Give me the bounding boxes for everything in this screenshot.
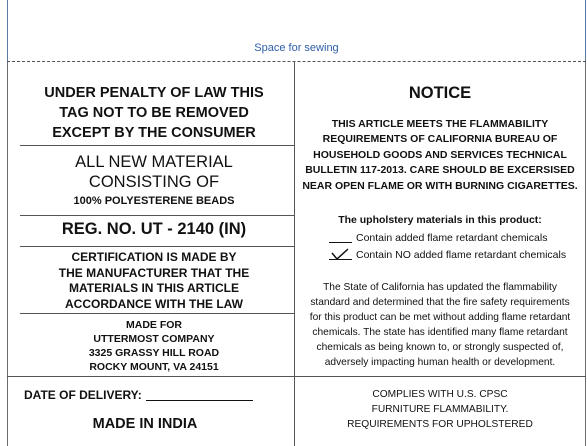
cert-line: THE MANUFACTURER THAT THE (58, 265, 250, 280)
california-state-notice (302, 280, 578, 370)
made-for-address (20, 318, 288, 374)
upholstery-heading: The upholstery materials in this product: (338, 214, 542, 226)
delivery-date-label: DATE OF DELIVERY: (24, 388, 142, 402)
divider-left-1 (20, 145, 294, 146)
meets-line: REQUIREMENTS OF CALIFORNIA BUREAU OF (322, 133, 558, 146)
state-line: standard and determined that the fire safety requirements (310, 297, 570, 308)
penalty-line: TAG NOT TO BE REMOVED (59, 105, 249, 121)
made-for-line: 3325 GRASSY HILL ROAD (88, 347, 220, 359)
cpsc-line: FURNITURE FLAMMABILITY. (371, 404, 509, 415)
made-for-line: MADE FOR (126, 319, 182, 331)
option-added-label: Contain added flame retardant chemicals (356, 232, 548, 244)
divider-left-3 (20, 246, 294, 247)
penalty-line: EXCEPT BY THE CONSUMER (52, 125, 256, 141)
flammability-statement (302, 117, 578, 194)
state-line: adversely impacting human health or development. (324, 357, 556, 368)
option-added-checkbox[interactable] (329, 242, 352, 243)
sewing-area (7, 0, 586, 61)
registration-number: REG. NO. UT - 2140 (IN) (61, 220, 247, 238)
cpsc-line: REQUIREMENTS FOR UPHOLSTERED (347, 419, 533, 430)
filling-content: 100% POLYESTERENE BEADS (73, 195, 235, 207)
country-of-origin: MADE IN INDIA (92, 416, 198, 432)
notice-title: NOTICE (408, 84, 472, 102)
meets-line: THIS ARTICLE MEETS THE FLAMMABILITY (331, 118, 549, 130)
state-line: chemicals. The state has identified many flame retardant (312, 327, 568, 338)
penalty-line: UNDER PENALTY OF LAW THIS (44, 85, 264, 101)
column-divider (294, 62, 295, 446)
divider-left-2 (20, 215, 294, 216)
cert-line: ACCORDANCE WITH THE LAW (65, 296, 243, 311)
delivery-date-blank[interactable] (146, 400, 253, 401)
cpsc-compliance (302, 387, 578, 432)
meets-line: BULLETIN 117-2013. CARE SHOULD BE EXCERSISED (305, 164, 575, 177)
state-line: chemicals as being known to, or strongly suspected of, (316, 342, 564, 353)
divider-bottom (7, 376, 586, 377)
made-for-line: UTTERMOST COMPANY (93, 333, 215, 345)
divider-left-4 (20, 313, 294, 314)
cert-line: MATERIALS IN THIS ARTICLE (69, 281, 239, 295)
all-new-line: CONSISTING OF (88, 173, 220, 191)
penalty-warning (20, 83, 288, 143)
option-none-label: Contain NO added flame retardant chemicals (356, 249, 567, 261)
state-line: The State of California has updated the flammability (323, 282, 557, 293)
certification-statement (20, 250, 288, 312)
meets-line: HOUSEHOLD GOODS AND SERVICES TECHNICAL (313, 148, 567, 161)
meets-line: NEAR OPEN FLAME OR WITH BURNING CIGARETTES. (302, 179, 578, 192)
cert-line: CERTIFICATION IS MADE BY (71, 250, 237, 264)
state-line: for this product can be met without adding flame retardant (309, 312, 571, 323)
checkmark-icon (329, 248, 351, 260)
cpsc-line: COMPLIES WITH U.S. CPSC (372, 389, 508, 400)
made-for-line: ROCKY MOUNT, VA 24151 (89, 361, 219, 373)
all-new-line: ALL NEW MATERIAL (75, 153, 233, 171)
sewing-label: Space for sewing (254, 42, 339, 54)
all-new-material (20, 152, 288, 192)
